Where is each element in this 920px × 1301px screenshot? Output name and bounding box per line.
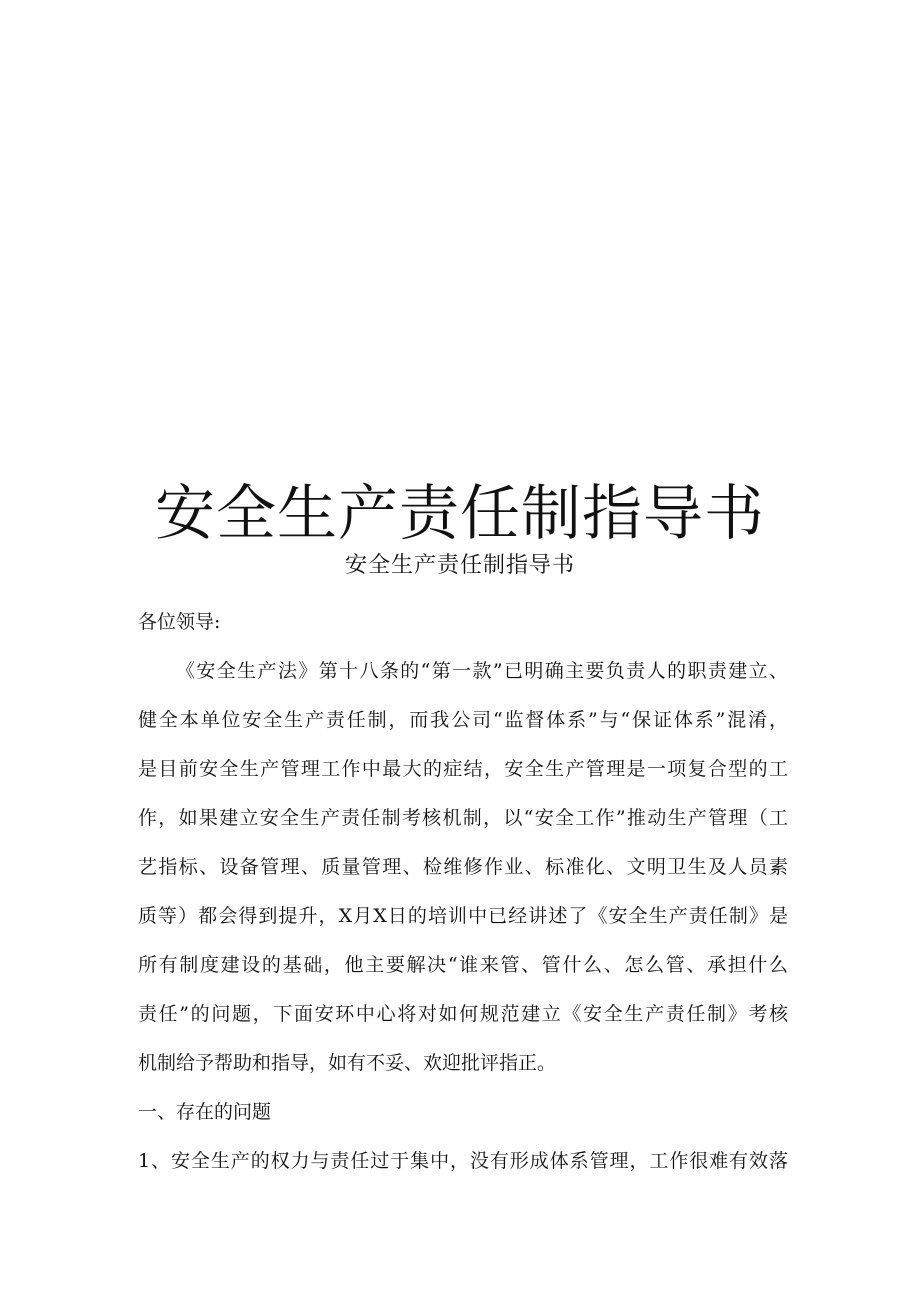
paragraph-line: 责任”的问题，下面安环中心将对如何规范建立《安全生产责任制》考核 bbox=[138, 1003, 788, 1025]
paragraph-line: 《安全生产法》第十八条的“第一款”已明确主要负责人的职责建立、 bbox=[176, 660, 788, 682]
paragraph-line: 机制给予帮助和指导，如有不妥、欢迎批评指正。 bbox=[138, 1052, 557, 1074]
paragraph-line: 作，如果建立安全生产责任制考核机制，以“安全工作”推动生产管理（工 bbox=[138, 807, 788, 829]
paragraph-line: 质等）都会得到提升，X月X日的培训中已经讲述了《安全生产责任制》是 bbox=[138, 905, 788, 927]
document-body bbox=[138, 598, 788, 1186]
paragraph-line: 是目前安全生产管理工作中最大的症结，安全生产管理是一项复合型的工 bbox=[138, 758, 788, 780]
document-subtitle: 安全生产责任制指导书 bbox=[344, 553, 575, 578]
paragraph-line: 艺指标、设备管理、质量管理、检维修作业、标准化、文明卫生及人员素 bbox=[138, 856, 788, 878]
section-heading: 一、存在的问题 bbox=[138, 1101, 272, 1123]
greeting: 各位领导: bbox=[138, 611, 221, 633]
document-title: 安全生产责任制指导书 bbox=[155, 479, 765, 549]
paragraph-line: 所有制度建设的基础，他主要解决“谁来管、管什么、怎么管、承担什么 bbox=[138, 954, 788, 976]
list-item-1: 1、安全生产的权力与责任过于集中，没有形成体系管理，工作很难有效落 bbox=[138, 1150, 788, 1172]
paragraph-line: 健全本单位安全生产责任制，而我公司“监督体系”与“保证体系”混淆， bbox=[138, 709, 788, 731]
